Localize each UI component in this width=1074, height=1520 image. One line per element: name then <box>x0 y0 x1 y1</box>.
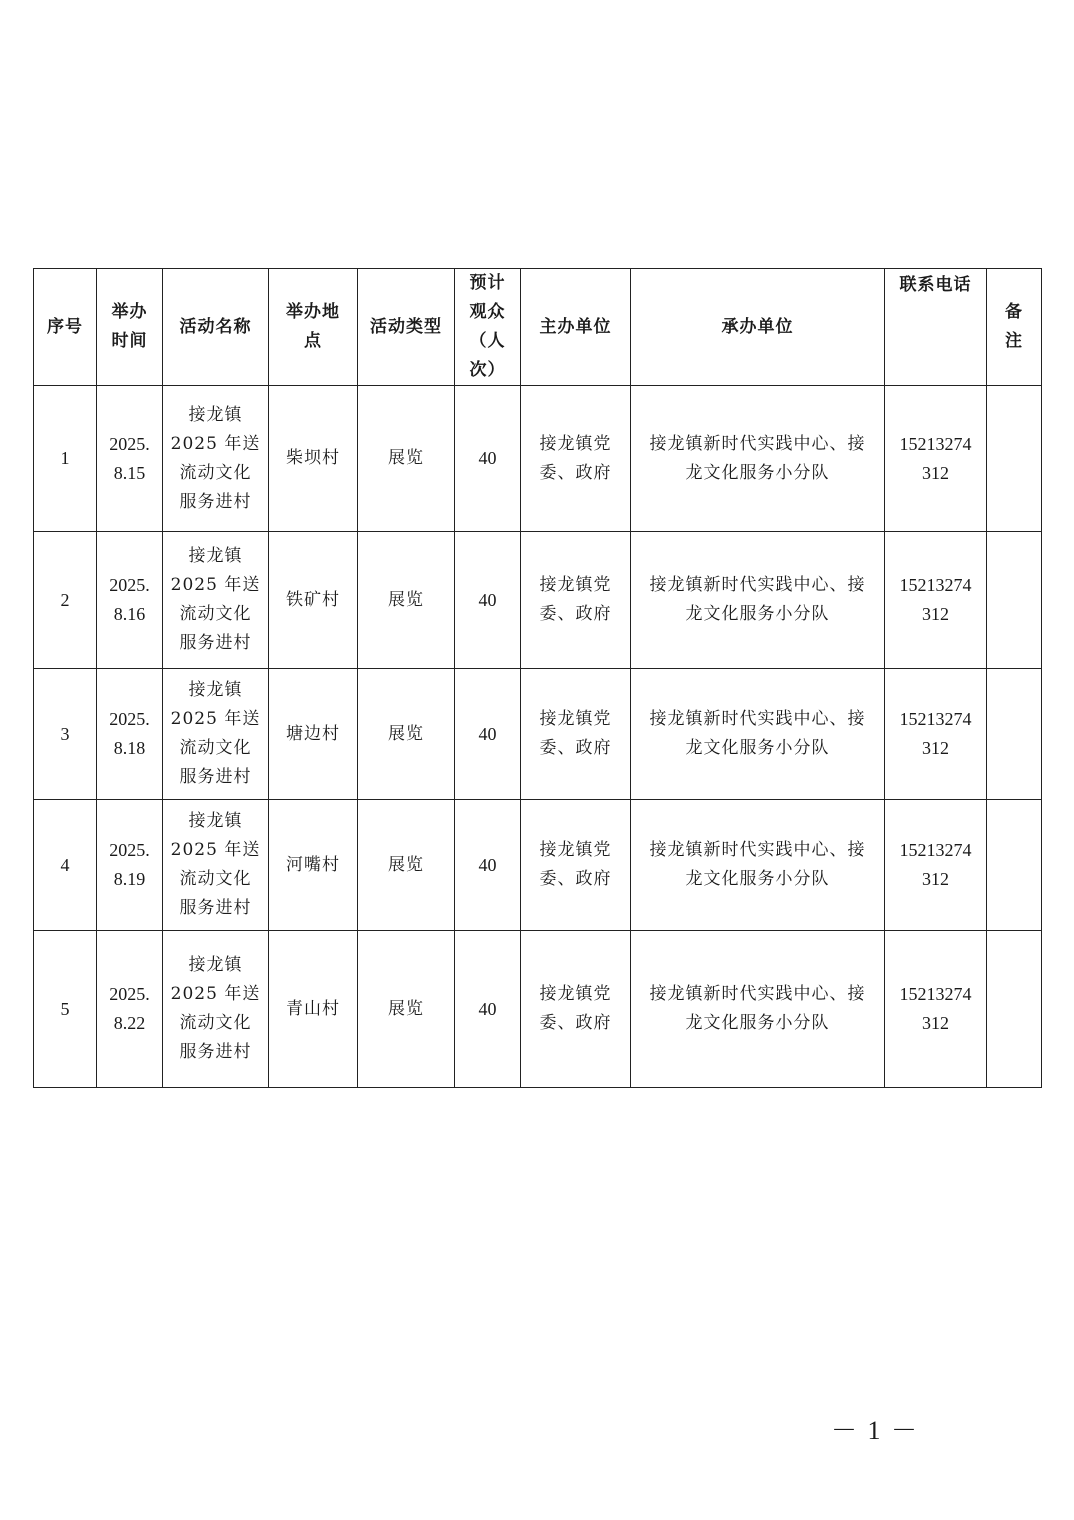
cell-expected-audience: 40 <box>455 386 521 532</box>
cell-host: 接龙镇党 委、政府 <box>521 532 631 669</box>
cell-activity-type: 展览 <box>358 669 455 800</box>
cell-index: 2 <box>34 532 97 669</box>
cell-remarks <box>987 532 1042 669</box>
cell-location: 铁矿村 <box>269 532 358 669</box>
header-expected-audience: 预计 观众 （人 次） <box>455 269 521 386</box>
cell-remarks <box>987 669 1042 800</box>
cell-index: 5 <box>34 931 97 1088</box>
table-row <box>34 800 1042 931</box>
cell-date: 2025. 8.19 <box>97 800 163 931</box>
table-header-row <box>34 269 1042 386</box>
cell-organizer: 接龙镇新时代实践中心、接 龙文化服务小分队 <box>631 532 885 669</box>
cell-activity-name: 接龙镇 2025 年送 流动文化 服务进村 <box>163 931 269 1088</box>
activity-schedule-table <box>33 268 1042 1088</box>
cell-organizer: 接龙镇新时代实践中心、接 龙文化服务小分队 <box>631 800 885 931</box>
table-row <box>34 669 1042 800</box>
cell-phone: 15213274 312 <box>885 669 987 800</box>
cell-activity-type: 展览 <box>358 800 455 931</box>
header-organizer: 承办单位 <box>631 269 885 386</box>
cell-phone: 15213274 312 <box>885 532 987 669</box>
cell-host: 接龙镇党 委、政府 <box>521 386 631 532</box>
cell-organizer: 接龙镇新时代实践中心、接 龙文化服务小分队 <box>631 931 885 1088</box>
cell-phone: 15213274 312 <box>885 800 987 931</box>
cell-host: 接龙镇党 委、政府 <box>521 800 631 931</box>
cell-date: 2025. 8.22 <box>97 931 163 1088</box>
cell-remarks <box>987 800 1042 931</box>
cell-index: 1 <box>34 386 97 532</box>
cell-location: 柴坝村 <box>269 386 358 532</box>
cell-activity-type: 展览 <box>358 386 455 532</box>
table-row <box>34 931 1042 1088</box>
cell-activity-name: 接龙镇 2025 年送 流动文化 服务进村 <box>163 386 269 532</box>
cell-date: 2025. 8.18 <box>97 669 163 800</box>
header-remarks: 备 注 <box>987 269 1042 386</box>
cell-location: 青山村 <box>269 931 358 1088</box>
cell-host: 接龙镇党 委、政府 <box>521 931 631 1088</box>
cell-location: 河嘴村 <box>269 800 358 931</box>
cell-organizer: 接龙镇新时代实践中心、接 龙文化服务小分队 <box>631 669 885 800</box>
page-number: － 1 － <box>830 1416 919 1445</box>
cell-activity-name: 接龙镇 2025 年送 流动文化 服务进村 <box>163 800 269 931</box>
table-row <box>34 532 1042 669</box>
header-index: 序号 <box>34 269 97 386</box>
cell-location: 塘边村 <box>269 669 358 800</box>
cell-date: 2025. 8.15 <box>97 386 163 532</box>
cell-index: 4 <box>34 800 97 931</box>
cell-remarks <box>987 931 1042 1088</box>
cell-remarks <box>987 386 1042 532</box>
header-activity-name: 活动名称 <box>163 269 269 386</box>
cell-activity-type: 展览 <box>358 532 455 669</box>
cell-index: 3 <box>34 669 97 800</box>
cell-expected-audience: 40 <box>455 800 521 931</box>
header-phone: 联系电话 <box>885 269 987 386</box>
cell-expected-audience: 40 <box>455 532 521 669</box>
cell-phone: 15213274 312 <box>885 931 987 1088</box>
cell-activity-name: 接龙镇 2025 年送 流动文化 服务进村 <box>163 532 269 669</box>
table-row <box>34 386 1042 532</box>
cell-activity-name: 接龙镇 2025 年送 流动文化 服务进村 <box>163 669 269 800</box>
cell-phone: 15213274 312 <box>885 386 987 532</box>
cell-activity-type: 展览 <box>358 931 455 1088</box>
header-location: 举办地 点 <box>269 269 358 386</box>
cell-expected-audience: 40 <box>455 669 521 800</box>
cell-date: 2025. 8.16 <box>97 532 163 669</box>
cell-host: 接龙镇党 委、政府 <box>521 669 631 800</box>
header-host: 主办单位 <box>521 269 631 386</box>
cell-expected-audience: 40 <box>455 931 521 1088</box>
header-date: 举办 时间 <box>97 269 163 386</box>
header-activity-type: 活动类型 <box>358 269 455 386</box>
cell-organizer: 接龙镇新时代实践中心、接 龙文化服务小分队 <box>631 386 885 532</box>
